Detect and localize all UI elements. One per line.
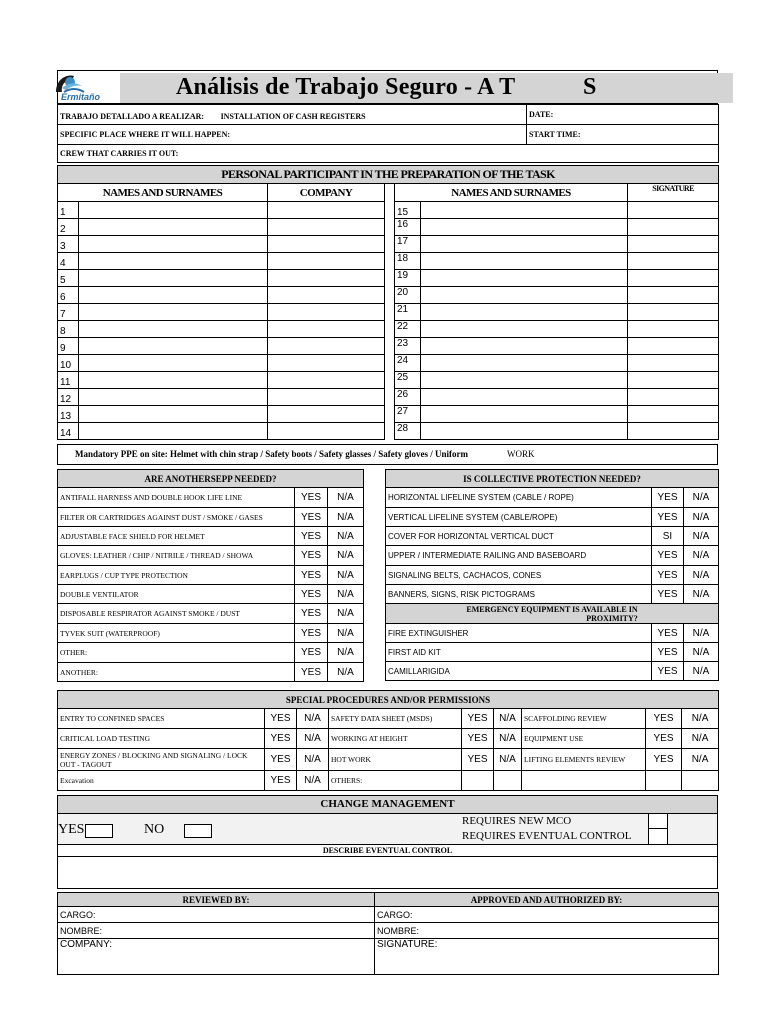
na-option[interactable]: N/A [494,729,522,749]
approved-signature-field[interactable]: SIGNATURE: [375,939,719,975]
new-mco-checkbox[interactable] [648,814,668,829]
na-option[interactable] [494,771,522,791]
participant-company-field[interactable] [268,287,385,304]
participant-name-field[interactable] [421,406,628,423]
participant-name-field[interactable] [79,236,268,253]
participant-name-field[interactable] [421,321,628,338]
participant-number: 22 [395,321,421,338]
approved-title: APPROVED AND AUTHORIZED BY: [375,893,719,907]
yes-option[interactable]: YES [462,749,494,771]
change-no-checkbox[interactable] [184,824,212,838]
change-header [57,795,718,814]
special-item-label: ENERGY ZONES / BLOCKING AND SIGNALING / LOCK OUT - TAGOUT [58,749,265,771]
epp-item-label: DISPOSABLE RESPIRATOR AGAINST SMOKE / DUST [58,604,295,624]
na-option[interactable]: N/A [297,709,329,729]
collective-row [386,508,719,527]
participant-name-field[interactable] [79,406,268,423]
logo-text: Ermitaño [61,92,101,102]
participant-row [58,287,719,304]
work-value: INSTALLATION OF CASH REGISTERS [220,111,366,121]
participant-signature-field[interactable] [628,338,719,355]
collective-item-label: HORIZONTAL LIFELINE SYSTEM (CABLE / ROPE) [386,488,652,508]
participant-row [58,389,719,406]
na-option[interactable]: N/A [328,527,364,546]
yes-option[interactable]: YES [295,527,328,546]
yes-option[interactable]: YES [295,643,328,663]
participant-company-field[interactable] [268,321,385,338]
col-signature-header: SIGNATURE [628,184,719,202]
epp-item-label: FILTER OR CARTRIDGES AGAINST DUST / SMOKE / GASES [58,508,295,527]
yes-option[interactable]: YES [652,508,684,527]
epp-item-label: TYVEK SUIT (WATERPROOF) [58,624,295,643]
special-row [58,709,719,729]
describe-field[interactable] [57,857,718,889]
participant-number: 25 [395,372,421,389]
yes-option[interactable]: YES [265,709,297,729]
emergency-row [386,624,719,643]
participant-number: 9 [58,338,79,355]
yes-option[interactable]: YES [295,604,328,624]
collective-row [386,566,719,585]
special-item-label: OTHERS: [329,771,462,791]
na-option[interactable]: N/A [682,729,719,749]
collective-item-label: SIGNALING BELTS, CACHACOS, CONES [386,566,652,585]
collective-item-label: UPPER / INTERMEDIATE RAILING AND BASEBOARD [386,546,652,566]
yes-option[interactable]: YES [265,729,297,749]
yes-option[interactable]: YES [652,643,684,662]
change-title: CHANGE MANAGEMENT [320,798,455,810]
change-yes-checkbox[interactable] [85,824,113,838]
epp-title: ARE ANOTHERSEPP NEEDED? [58,470,364,488]
na-option[interactable]: N/A [684,546,719,566]
na-option[interactable]: N/A [328,624,364,643]
na-option[interactable]: N/A [328,585,364,604]
requires-eventual-control: REQUIRES EVENTUAL CONTROL [462,830,632,842]
na-option[interactable]: N/A [328,604,364,624]
reviewed-title: REVIEWED BY: [58,893,375,907]
na-option[interactable]: N/A [328,663,364,682]
change-body [57,814,718,845]
collective-row [386,488,719,508]
ppe-note-suffix: WORK [507,449,535,459]
na-option[interactable]: N/A [684,624,719,643]
special-item-label: EQUIPMENT USE [522,729,646,749]
emergency-row [386,643,719,662]
review-table [57,892,719,975]
yes-option[interactable]: YES [295,624,328,643]
participant-company-field[interactable] [268,406,385,423]
page-title: Análisis de Trabajo Seguro - A T [176,74,516,100]
header-info-table [57,104,719,163]
emergency-title [386,604,719,624]
participants-title: PERSONAL PARTICIPANT IN THE PREPARATION OF THE TASK [58,166,719,184]
change-no-label: NO [144,822,165,837]
participant-number: 2 [58,219,79,236]
participant-company-field[interactable] [268,270,385,287]
participant-row [58,423,719,440]
work-label: TRABAJO DETALLADO A REALIZAR: [60,111,205,121]
participant-signature-field[interactable] [628,389,719,406]
participant-company-field[interactable] [268,304,385,321]
participant-signature-field[interactable] [628,372,719,389]
change-yes-label: YES [58,822,85,837]
participant-name-field[interactable] [421,423,628,440]
na-option[interactable]: N/A [494,709,522,729]
special-item-label: ENTRY TO CONFINED SPACES [58,709,265,729]
participant-number: 27 [395,406,421,423]
describe-header [57,845,718,857]
yes-option[interactable]: YES [265,771,297,791]
participant-number: 16 [395,219,421,236]
special-item-label: SCAFFOLDING REVIEW [522,709,646,729]
epp-item-label: OTHER: [58,643,295,663]
yes-option[interactable]: YES [462,709,494,729]
special-item-label: CRITICAL LOAD TESTING [58,729,265,749]
yes-option[interactable]: YES [295,585,328,604]
participant-number: 5 [58,270,79,287]
participant-row [58,372,719,389]
participant-name-field[interactable] [79,304,268,321]
participant-name-field[interactable] [421,389,628,406]
participants-table [57,165,719,440]
participant-company-field[interactable] [268,219,385,236]
date-field[interactable]: DATE: [527,105,719,125]
participant-number: 20 [395,287,421,304]
collective-row [386,585,719,604]
special-item-label: Excavation [58,771,265,791]
participant-number: 10 [58,355,79,372]
participant-row [58,355,719,372]
na-option[interactable]: N/A [328,546,364,566]
participant-number: 23 [395,338,421,355]
reviewed-company-field[interactable]: COMPANY: [58,939,375,975]
epp-item-label: EARPLUGS / CUP TYPE PROTECTION [58,566,295,585]
participant-company-field[interactable] [268,355,385,372]
na-option[interactable]: N/A [684,566,719,585]
participant-name-field[interactable] [421,355,628,372]
participant-company-field[interactable] [268,236,385,253]
participant-row [58,270,719,287]
company-logo [52,70,116,104]
yes-option[interactable]: YES [646,729,682,749]
collective-table [385,469,719,681]
participant-company-field[interactable] [268,389,385,406]
collective-row [386,527,719,546]
participant-company-field[interactable] [268,423,385,440]
participant-number: 13 [58,406,79,423]
ppe-note: Mandatory PPE on site: Helmet with chin strap / Safety boots / Safety glasses / Safety gloves / Uniform [75,449,468,459]
yes-option[interactable]: YES [652,624,684,643]
participant-row [58,304,719,321]
na-option[interactable]: N/A [494,749,522,771]
na-option[interactable]: N/A [684,585,719,604]
yes-option[interactable]: YES [295,663,328,682]
yes-option[interactable]: YES [652,585,684,604]
na-option[interactable]: N/A [684,527,719,546]
participant-name-field[interactable] [421,338,628,355]
yes-option[interactable] [646,771,682,791]
participant-number: 21 [395,304,421,321]
participant-signature-field[interactable] [628,270,719,287]
na-option[interactable]: N/A [682,709,719,729]
yes-option[interactable] [462,771,494,791]
na-option[interactable]: N/A [328,566,364,585]
participant-row [58,202,719,219]
participant-number: 1 [58,202,79,219]
approved-cargo-field[interactable]: CARGO: [375,907,719,923]
participant-number: 18 [395,253,421,270]
special-item-label: HOT WORK [329,749,462,771]
start-time-field[interactable]: START TIME: [527,125,719,145]
participant-signature-field[interactable] [628,423,719,440]
epp-row [58,663,364,682]
na-option[interactable]: N/A [297,749,329,771]
participant-row [58,236,719,253]
eventual-control-checkbox[interactable] [648,829,668,844]
participant-signature-field[interactable] [628,406,719,423]
participant-number: 14 [58,423,79,440]
na-option[interactable]: N/A [682,749,719,771]
emergency-item-label: CAMILLARIGIDA [386,662,652,681]
participant-name-field[interactable] [421,372,628,389]
yes-option[interactable]: YES [652,488,684,508]
participant-row [58,338,719,355]
special-title: SPECIAL PROCEDURES AND/OR PERMISSIONS [58,691,719,709]
emergency-title-line-1: EMERGENCY EQUIPMENT IS AVAILABLE IN [466,604,638,614]
participant-row [58,406,719,423]
na-option[interactable]: N/A [328,643,364,663]
reviewed-cargo-field[interactable]: CARGO: [58,907,375,923]
work-cell[interactable] [58,105,527,125]
participant-number: 28 [395,423,421,440]
participant-signature-field[interactable] [628,236,719,253]
collective-item-label: COVER FOR HORIZONTAL VERTICAL DUCT [386,527,652,546]
collective-item-label: VERTICAL LIFELINE SYSTEM (CABLE/ROPE) [386,508,652,527]
participant-name-field[interactable] [421,236,628,253]
participant-signature-field[interactable] [628,287,719,304]
participant-number: 3 [58,236,79,253]
title-suffix: S [583,74,597,100]
participant-signature-field[interactable] [628,253,719,270]
emergency-title-line-2: PROXIMITY? [586,613,638,623]
participant-signature-field[interactable] [628,202,719,219]
participant-name-field[interactable] [79,423,268,440]
emergency-row [386,662,719,681]
participant-name-field[interactable] [79,338,268,355]
na-option[interactable]: N/A [328,508,364,527]
emergency-item-label: FIRST AID KIT [386,643,652,662]
participant-number: 26 [395,389,421,406]
participant-company-field[interactable] [268,372,385,389]
special-procedures-table [57,690,719,791]
epp-row [58,546,364,566]
epp-row [58,624,364,643]
special-row [58,771,719,791]
participant-number: 8 [58,321,79,338]
participant-row [58,321,719,338]
epp-item-label: ADJUSTABLE FACE SHIELD FOR HELMET [58,527,295,546]
participant-name-field[interactable] [79,389,268,406]
special-item-label: WORKING AT HEIGHT [329,729,462,749]
participant-name-field[interactable] [421,253,628,270]
epp-item-label: DOUBLE VENTILATOR [58,585,295,604]
participant-name-field[interactable] [421,304,628,321]
col-names-header: NAMES AND SURNAMES [58,184,268,202]
emergency-header [386,604,719,624]
special-row [58,749,719,771]
title-box [57,70,718,104]
yes-option[interactable]: YES [462,729,494,749]
na-option[interactable]: N/A [297,729,329,749]
na-option[interactable]: N/A [684,662,719,681]
participant-number: 6 [58,287,79,304]
special-row [58,729,719,749]
participant-signature-field[interactable] [628,304,719,321]
na-option[interactable]: N/A [328,488,364,508]
participant-signature-field[interactable] [628,321,719,338]
participant-signature-field[interactable] [628,355,719,372]
participant-signature-field[interactable] [628,219,719,236]
participant-number: 15 [395,202,421,219]
participant-name-field[interactable] [79,372,268,389]
participant-number: 4 [58,253,79,270]
epp-item-label: ANOTHER: [58,663,295,682]
participant-name-field[interactable] [79,321,268,338]
yes-option[interactable]: YES [295,508,328,527]
yes-option[interactable]: YES [652,546,684,566]
participant-name-field[interactable] [421,219,628,236]
collective-row [386,546,719,566]
epp-row [58,488,364,508]
epp-row [58,527,364,546]
participant-number: 24 [395,355,421,372]
yes-option[interactable]: YES [295,566,328,585]
epp-item-label: ANTIFALL HARNESS AND DOUBLE HOOK LIFE LINE [58,488,295,508]
col-names2-header: NAMES AND SURNAMES [395,184,628,202]
participant-name-field[interactable] [79,287,268,304]
place-field[interactable]: SPECIFIC PLACE WHERE IT WILL HAPPEN: [58,125,527,145]
participant-row [58,253,719,270]
na-option[interactable]: N/A [684,488,719,508]
yes-option[interactable]: YES [295,488,328,508]
special-item-label [522,771,646,791]
participant-name-field[interactable] [421,270,628,287]
participant-number: 19 [395,270,421,287]
na-option[interactable]: N/A [297,771,329,791]
participant-company-field[interactable] [268,338,385,355]
yes-option[interactable]: YES [646,749,682,771]
yes-option[interactable]: YES [646,709,682,729]
yes-option[interactable]: YES [295,546,328,566]
yes-option[interactable]: SI [652,527,684,546]
participant-name-field[interactable] [79,270,268,287]
epp-row [58,604,364,624]
crew-field[interactable]: CREW THAT CARRIES IT OUT: [58,145,719,163]
na-option[interactable]: N/A [684,508,719,527]
na-option[interactable]: N/A [684,643,719,662]
epp-item-label: GLOVES: LEATHER / CHIP / NITRILE / THREAD / SHOWA [58,546,295,566]
yes-option[interactable]: YES [265,749,297,771]
participant-number: 12 [58,389,79,406]
approved-nombre-field[interactable]: NOMBRE: [375,923,719,939]
col-company-header: COMPANY [268,184,385,202]
na-option[interactable] [682,771,719,791]
requires-new-mco: REQUIRES NEW MCO [462,815,572,827]
participant-number: 17 [395,236,421,253]
participant-name-field[interactable] [421,202,628,219]
epp-row [58,643,364,663]
participant-name-field[interactable] [79,202,268,219]
reviewed-nombre-field[interactable]: NOMBRE: [58,923,375,939]
participant-company-field[interactable] [268,202,385,219]
yes-option[interactable]: YES [652,662,684,681]
special-item-label: LIFTING ELEMENTS REVIEW [522,749,646,771]
ppe-note-row [57,444,718,465]
participant-number: 11 [58,372,79,389]
participant-row [58,219,719,236]
participant-name-field[interactable] [79,253,268,270]
participant-name-field[interactable] [79,355,268,372]
epp-row [58,585,364,604]
participant-name-field[interactable] [79,219,268,236]
yes-option[interactable]: YES [652,566,684,585]
collective-item-label: BANNERS, SIGNS, RISK PICTOGRAMS [386,585,652,604]
special-item-label: SAFETY DATA SHEET (MSDS) [329,709,462,729]
epp-row [58,508,364,527]
describe-label: DESCRIBE EVENTUAL CONTROL [322,846,453,855]
participant-number: 7 [58,304,79,321]
epp-table [57,469,364,682]
participant-name-field[interactable] [421,287,628,304]
emergency-item-label: FIRE EXTINGUISHER [386,624,652,643]
participant-company-field[interactable] [268,253,385,270]
collective-title: IS COLLECTIVE PROTECTION NEEDED? [386,470,719,488]
epp-row [58,566,364,585]
